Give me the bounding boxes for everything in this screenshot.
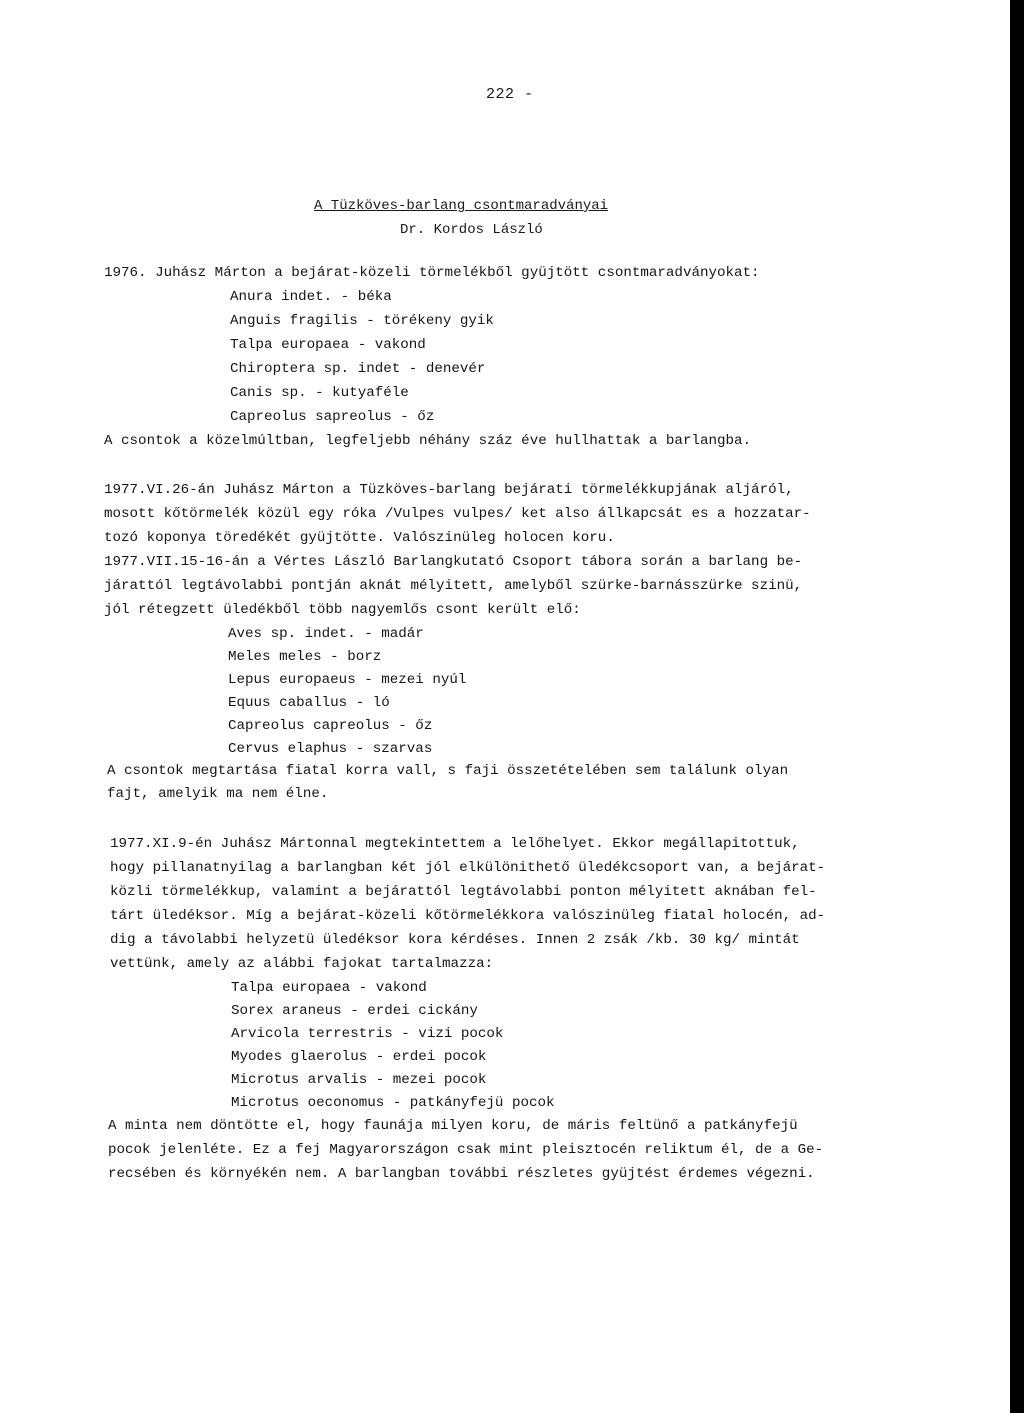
paragraph-1977-xi-line: tárt üledéksor. Míg a bejárat-közeli kőtörmelékkora valószinüleg fiatal holocén, ad-: [110, 908, 826, 924]
paragraph-1977-xi-conclusion: A minta nem döntötte el, hogy faunája milyen koru, de máris feltünő a patkányfejü: [108, 1118, 798, 1134]
species-line: Canis sp. - kutyaféle: [230, 385, 409, 401]
species-line: Capreolus sapreolus - őz: [230, 409, 435, 425]
paragraph-1977-xi-line: hogy pillanatnyilag a barlangban két jól elkülönithető üledékcsoport van, a bejárat-: [110, 860, 826, 876]
paragraph-1977-vii-conclusion: A csontok megtartása fiatal korra vall, s faji összetételében sem találunk olyan: [107, 763, 789, 779]
species-line: Anura indet. - béka: [230, 289, 392, 305]
paragraph-1977-vi-line: mosott kőtörmelék közül egy róka /Vulpes vulpes/ ket also állkapcsát es a hozzatar-: [104, 506, 811, 522]
species-line: Cervus elaphus - szarvas: [228, 741, 433, 757]
species-line: Lepus europaeus - mezei nyúl: [228, 672, 467, 688]
species-line: Talpa europaea - vakond: [230, 337, 426, 353]
species-line: Aves sp. indet. - madár: [228, 626, 424, 642]
paragraph-1976-intro: 1976. Juhász Márton a bejárat-közeli törmelékből gyüjtött csontmaradványokat:: [104, 265, 760, 281]
species-line: Microtus oeconomus - patkányfejü pocok: [231, 1095, 555, 1111]
paragraph-1977-vii-line: járattól legtávolabbi pontján aknát mélyitett, amelyből szürke-barnásszürke szinü,: [104, 578, 803, 594]
paragraph-1977-xi-line: vettünk, amely az alábbi fajokat tartalmazza:: [110, 956, 494, 972]
species-line: Sorex araneus - erdei cickány: [231, 1003, 478, 1019]
species-line: Equus caballus - ló: [228, 695, 390, 711]
paragraph-1977-vii-line: 1977.VII.15-16-án a Vértes László Barlangkutató Csoport tábora során a barlang be-: [104, 554, 803, 570]
paragraph-1977-xi-conclusion: pocok jelenléte. Ez a fej Magyarországon csak mint pleisztocén reliktum él, de a Ge-: [108, 1142, 824, 1158]
document-author: Dr. Kordos László: [400, 222, 543, 238]
paragraph-1977-xi-line: dig a távolabbi helyzetü üledéksor kora kérdéses. Innen 2 zsák /kb. 30 kg/ mintát: [110, 932, 800, 948]
paragraph-1977-xi-line: 1977.XI.9-én Juhász Mártonnal megtekintettem a lelőhelyet. Ekkor megállapitottuk,: [110, 836, 800, 852]
paragraph-1977-vii-conclusion: fajt, amelyik ma nem élne.: [107, 786, 329, 802]
species-line: Myodes glaerolus - erdei pocok: [231, 1049, 487, 1065]
species-line: Anguis fragilis - törékeny gyik: [230, 313, 494, 329]
species-line: Capreolus capreolus - őz: [228, 718, 433, 734]
species-line: Meles meles - borz: [228, 649, 382, 665]
paragraph-1977-vi-line: tozó koponya töredékét gyüjtötte. Valószinüleg holocen koru.: [104, 530, 615, 546]
paragraph-1977-xi-conclusion: recsében és környékén nem. A barlangban további részletes gyüjtést érdemes végezni.: [108, 1166, 815, 1182]
species-line: Talpa europaea - vakond: [231, 980, 427, 996]
paragraph-1977-vi-line: 1977.VI.26-án Juhász Márton a Tüzköves-barlang bejárati törmelékkupjának aljáról,: [104, 482, 794, 498]
page-number: 222 -: [486, 86, 534, 103]
paragraph-1977-xi-line: közli törmelékkup, valamint a bejárattól legtávolabbi ponton mélyitett aknában fel-: [110, 884, 817, 900]
paragraph-1976-conclusion: A csontok a közelmúltban, legfeljebb néhány száz éve hullhattak a barlangba.: [104, 433, 752, 449]
species-line: Chiroptera sp. indet - denevér: [230, 361, 486, 377]
document-title: A Tüzköves-barlang csontmaradványai: [314, 198, 609, 214]
species-line: Microtus arvalis - mezei pocok: [231, 1072, 487, 1088]
species-line: Arvicola terrestris - vizi pocok: [231, 1026, 504, 1042]
paragraph-1977-vii-line: jól rétegzett üledékből több nagyemlős csont került elő:: [104, 602, 581, 618]
